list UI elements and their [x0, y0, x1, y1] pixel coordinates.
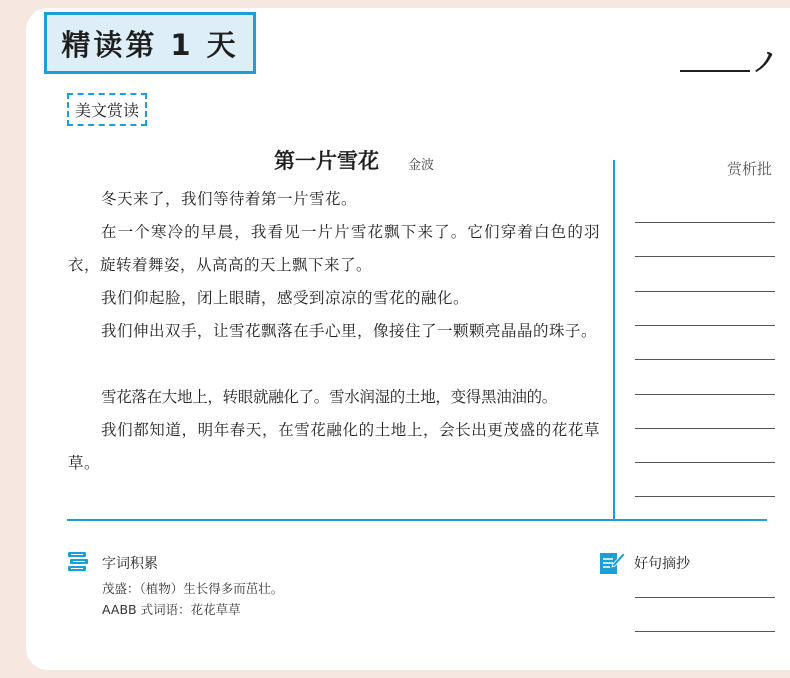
writing-line[interactable] [635, 496, 775, 497]
corner-glyph: ノ [752, 48, 779, 78]
writing-line[interactable] [635, 222, 775, 223]
essay-title: 第一片雪花 [274, 149, 379, 173]
essay-paragraph: 我们都知道，明年春天，在雪花融化的土地上，会长出更茂盛的花花草草。 [68, 421, 600, 472]
writing-line[interactable] [635, 597, 775, 598]
section-tag: 美文赏读 [67, 93, 147, 126]
section-divider [67, 519, 767, 521]
name-blank-line [680, 70, 750, 72]
vocab-entry: AABB 式词语：花花草草 [102, 602, 241, 617]
writing-line[interactable] [635, 359, 775, 360]
quotes-title: 好句摘抄 [634, 556, 690, 572]
notepad-pen-icon [598, 550, 626, 576]
essay-author: 金波 [408, 158, 435, 173]
essay-paragraph: 我们仰起脸，闭上眼睛，感受到凉凉的雪花的融化。 [101, 289, 470, 307]
writing-line[interactable] [635, 394, 775, 395]
page-title: 精读第 1 天 [61, 27, 239, 62]
day-title-box [44, 12, 256, 74]
writing-line[interactable] [635, 256, 775, 257]
writing-line[interactable] [635, 631, 775, 632]
vocab-entry: 茂盛：（植物）生长得多而茁壮。 [102, 581, 284, 596]
writing-line[interactable] [635, 291, 775, 292]
vocab-title: 字词积累 [102, 556, 158, 572]
writing-line[interactable] [635, 428, 775, 429]
column-divider [613, 160, 615, 520]
writing-line[interactable] [635, 325, 775, 326]
essay-paragraph: 在一个寒冷的早晨，我看见一片片雪花飘下来了。它们穿着白色的羽衣，旋转着舞姿，从高高的天上飘下来了。 [68, 223, 600, 274]
annotation-label: 赏析批 [727, 160, 773, 178]
books-icon [66, 550, 90, 574]
essay-paragraph: 雪花落在大地上，转眼就融化了。雪水润湿的土地，变得黑油油的。 [101, 388, 558, 406]
essay-paragraph: 冬天来了，我们等待着第一片雪花。 [101, 190, 358, 208]
writing-line[interactable] [635, 462, 775, 463]
essay-paragraph: 我们伸出双手，让雪花飘落在手心里，像接住了一颗颗亮晶晶的珠子。 [101, 322, 598, 340]
